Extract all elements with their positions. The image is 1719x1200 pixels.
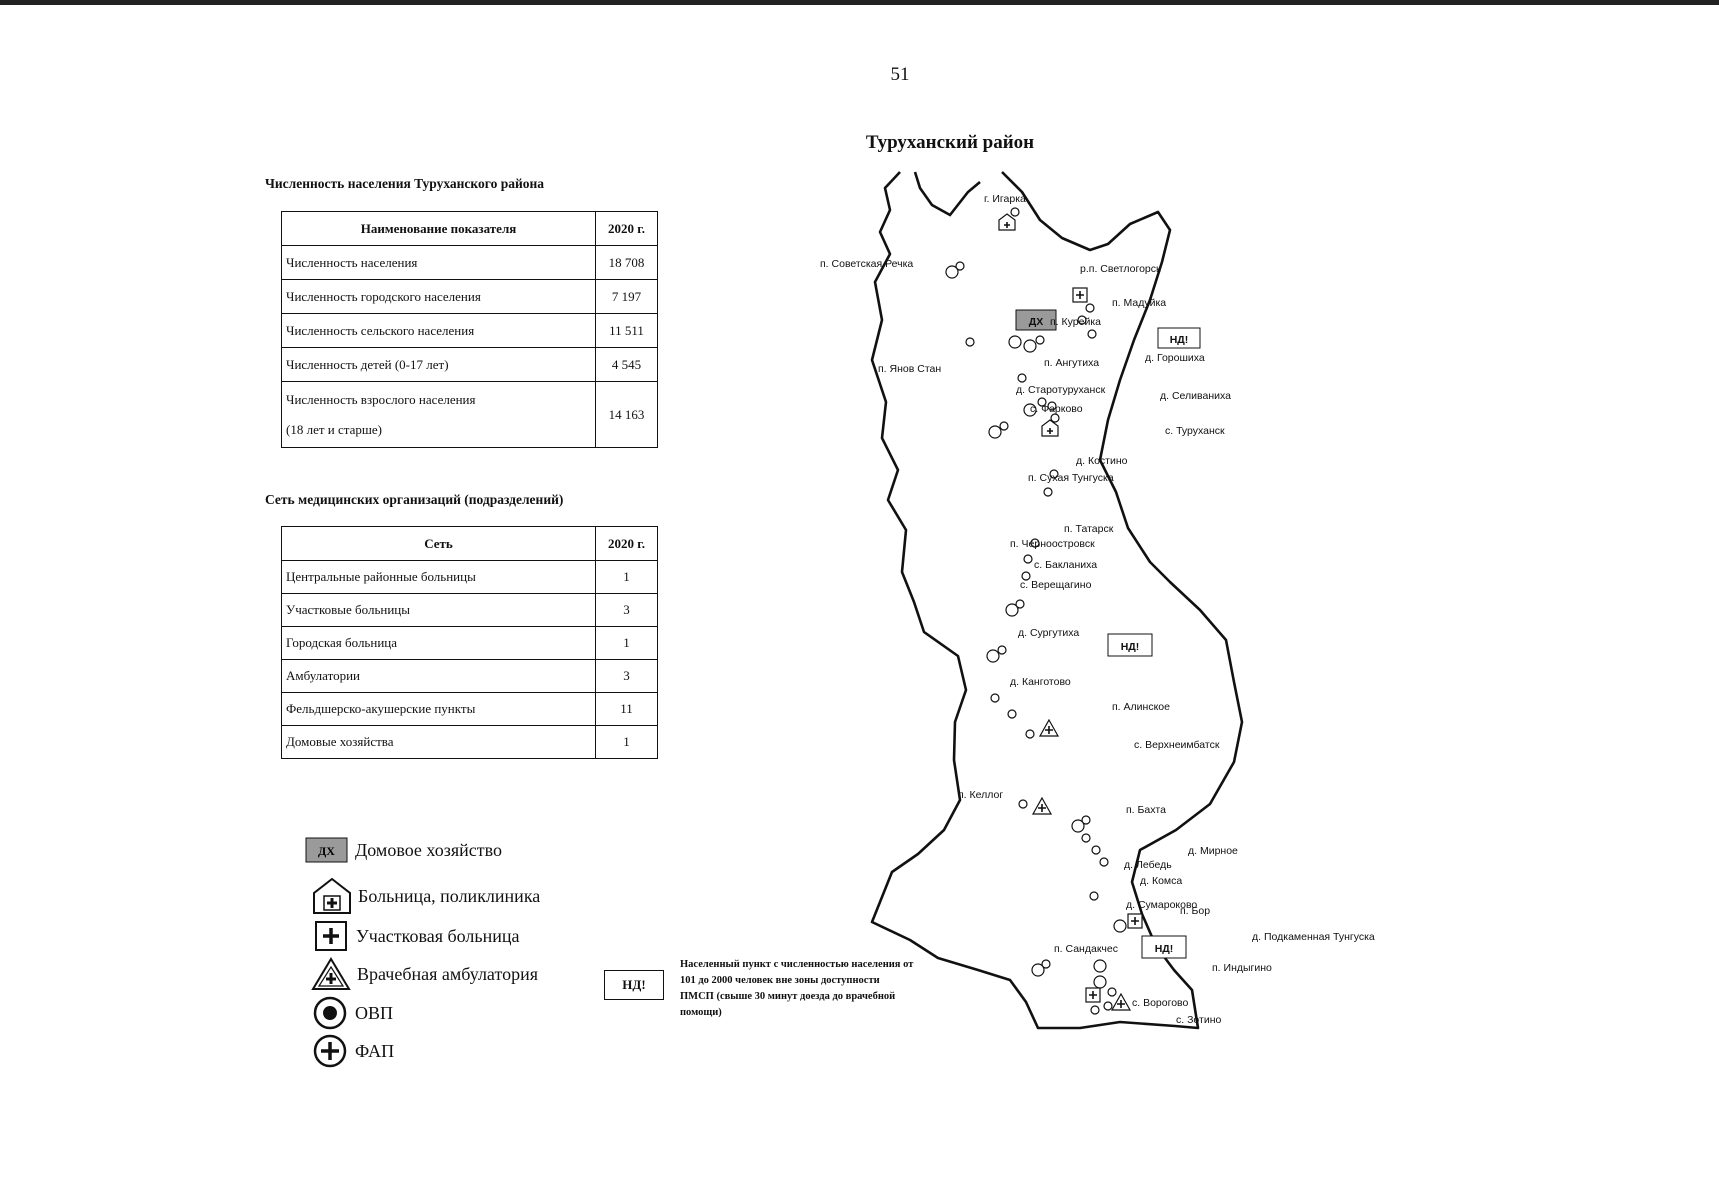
place-label: д. Мирное bbox=[1188, 845, 1238, 857]
place-label: п. Бор bbox=[1180, 905, 1211, 917]
place-labels bbox=[820, 193, 1375, 1026]
row-label: Численность населения bbox=[282, 246, 596, 280]
place-label: с. Бакланиха bbox=[1034, 559, 1098, 571]
place-label: с. Туруханск bbox=[1165, 425, 1225, 437]
legend-label: Больница, поликлиника bbox=[358, 885, 541, 906]
place-label: д. Горошиха bbox=[1145, 352, 1205, 364]
place-label: п. Янов Стан bbox=[878, 363, 942, 375]
settlement-dot bbox=[956, 262, 964, 270]
table-row bbox=[282, 594, 658, 627]
nd-tag: НД! bbox=[604, 970, 664, 1000]
row-label: Фельдшерско-акушерские пункты bbox=[282, 693, 596, 726]
legend-district-hospital bbox=[314, 920, 520, 952]
population-table-title: Численность населения Туруханского района bbox=[265, 176, 545, 191]
place-label: с. Зотино bbox=[1176, 1014, 1222, 1026]
fap-marker bbox=[987, 650, 999, 662]
place-label: п. Алинское bbox=[1112, 701, 1170, 713]
row-label: Численность сельского населения bbox=[282, 314, 596, 348]
settlement-dot bbox=[1042, 960, 1050, 968]
table-row bbox=[282, 627, 658, 660]
settlement-dot bbox=[1044, 488, 1052, 496]
row-value: 18 708 bbox=[596, 246, 658, 280]
settlement-dot bbox=[1024, 555, 1032, 563]
place-label: п. Сухая Тунгуска bbox=[1028, 472, 1114, 484]
nd-tag-map bbox=[1158, 328, 1200, 348]
district-map bbox=[790, 170, 1440, 1050]
row-value: 3 bbox=[596, 660, 658, 693]
settlement-dot bbox=[1086, 304, 1094, 312]
place-label: д. Комса bbox=[1140, 875, 1183, 887]
place-label: д. Канготово bbox=[1010, 676, 1071, 688]
place-label: с. Верещагино bbox=[1020, 579, 1092, 591]
fap-marker bbox=[1094, 960, 1106, 972]
page-number: 51 bbox=[890, 64, 910, 85]
district-hospital-symbol bbox=[1128, 914, 1142, 928]
place-label: п. Индыгино bbox=[1212, 962, 1272, 974]
legend-ambulatory bbox=[311, 957, 538, 991]
settlement-dot bbox=[1018, 374, 1026, 382]
row-label: Домовые хозяйства bbox=[282, 726, 596, 759]
place-label: п. Сандакчес bbox=[1054, 943, 1118, 955]
row-value: 7 197 bbox=[596, 280, 658, 314]
place-label: д. Селиваниха bbox=[1160, 390, 1231, 402]
row-value: 14 163 bbox=[596, 382, 658, 448]
place-label: г. Игарка bbox=[984, 193, 1026, 205]
settlement-dot bbox=[1100, 858, 1108, 866]
place-label: п. Келлог bbox=[958, 789, 1004, 801]
legend-hospital bbox=[312, 877, 540, 915]
place-label: д. Подкаменная Тунгуска bbox=[1252, 931, 1375, 943]
table-header-row bbox=[282, 527, 658, 561]
legend-fap bbox=[313, 1034, 394, 1068]
place-label: п. Бахта bbox=[1126, 804, 1166, 816]
settlement-dot bbox=[1108, 988, 1116, 996]
place-label: д. Лебедь bbox=[1124, 859, 1172, 871]
ambulatory-symbol bbox=[1033, 798, 1051, 814]
row-label: Амбулатории bbox=[282, 660, 596, 693]
ambulatory-symbol bbox=[1112, 994, 1130, 1010]
settlement-dot bbox=[1090, 892, 1098, 900]
nd-note: Населенный пункт с численностью населения от 101 до 2000 человек вне зоны доступности ПМСП (свыше 30 минут доезда до врачебной помощи) bbox=[680, 959, 914, 1018]
ambulatory-icon bbox=[311, 957, 351, 991]
row-value: 1 bbox=[596, 726, 658, 759]
legend-label: Врачебная амбулатория bbox=[357, 963, 538, 984]
place-label: д. Сумароково bbox=[1126, 899, 1198, 911]
table-row bbox=[282, 382, 658, 448]
column-header: Наименование показателя bbox=[282, 212, 596, 246]
row-label bbox=[282, 382, 596, 448]
population-table bbox=[281, 211, 658, 448]
column-header: 2020 г. bbox=[596, 212, 658, 246]
settlement-dot bbox=[1008, 710, 1016, 718]
row-value: 1 bbox=[596, 627, 658, 660]
hospital-icon bbox=[312, 877, 352, 915]
legend-household bbox=[305, 836, 502, 864]
column-header: 2020 г. bbox=[596, 527, 658, 561]
network-table-title: Сеть медицинских организаций (подразделений) bbox=[265, 492, 564, 507]
nd-tag-map bbox=[1108, 634, 1152, 656]
facility-symbols bbox=[999, 214, 1142, 1010]
ovp-icon bbox=[313, 996, 349, 1030]
row-label: Центральные районные больницы bbox=[282, 561, 596, 594]
table-row bbox=[282, 348, 658, 382]
district-hospital-symbol bbox=[1073, 288, 1087, 302]
table-row bbox=[282, 693, 658, 726]
household-tag: ДХ bbox=[318, 844, 335, 858]
place-label: р.п. Светлогорск bbox=[1080, 263, 1161, 275]
place-label: с. Верхнеимбатск bbox=[1134, 739, 1220, 751]
place-label: п. Черноостровск bbox=[1010, 538, 1095, 550]
place-label: п. Курейка bbox=[1050, 316, 1101, 328]
fap-marker bbox=[1024, 340, 1036, 352]
place-label: п. Татарск bbox=[1064, 523, 1114, 535]
row-label: Городская больница bbox=[282, 627, 596, 660]
settlement-dot bbox=[1104, 1002, 1112, 1010]
table-row bbox=[282, 561, 658, 594]
ambulatory-symbol bbox=[1040, 720, 1058, 736]
legend-label: ФАП bbox=[355, 1040, 395, 1061]
row-label: Численность городского населения bbox=[282, 280, 596, 314]
settlement-dot bbox=[1016, 600, 1024, 608]
table-row bbox=[282, 246, 658, 280]
district-hospital-icon bbox=[314, 920, 350, 952]
table-row bbox=[282, 660, 658, 693]
settlement-dot bbox=[1011, 208, 1019, 216]
table-row bbox=[282, 314, 658, 348]
row-label: Численность детей (0-17 лет) bbox=[282, 348, 596, 382]
household-icon bbox=[305, 836, 349, 864]
nd-tag-map bbox=[1142, 936, 1186, 958]
row-value: 11 511 bbox=[596, 314, 658, 348]
settlement-dot bbox=[1026, 730, 1034, 738]
settlement-dot bbox=[998, 646, 1006, 654]
legend-label: Домовое хозяйство bbox=[355, 839, 502, 860]
place-label: с. Ворогово bbox=[1132, 997, 1189, 1009]
column-header: Сеть bbox=[282, 527, 596, 561]
place-label: п. Мадуйка bbox=[1112, 297, 1167, 309]
row-value: 4 545 bbox=[596, 348, 658, 382]
row-label-line: (18 лет и старше) bbox=[286, 421, 382, 437]
legend-ovp bbox=[313, 996, 393, 1030]
settlement-dot bbox=[1092, 846, 1100, 854]
settlement-dot bbox=[1091, 1006, 1099, 1014]
settlement-dot bbox=[1088, 330, 1096, 338]
place-label: п. Ангутиха bbox=[1044, 357, 1100, 369]
table-row bbox=[282, 280, 658, 314]
household-tag-text: ДХ bbox=[1028, 316, 1044, 328]
map-title: Туруханский район bbox=[865, 132, 1035, 153]
hospital-symbol bbox=[999, 214, 1015, 230]
settlement-dot bbox=[1082, 834, 1090, 842]
legend-label: ОВП bbox=[355, 1002, 394, 1023]
row-label: Участковые больницы bbox=[282, 594, 596, 627]
district-hospital-symbol bbox=[1086, 988, 1100, 1002]
place-label: д. Костино bbox=[1076, 455, 1128, 467]
settlement-dot bbox=[1019, 800, 1027, 808]
district-boundary-segment bbox=[915, 172, 980, 215]
settlement-dot bbox=[1000, 422, 1008, 430]
table-row bbox=[282, 726, 658, 759]
place-label: п. Советская Речка bbox=[820, 258, 914, 270]
row-value: 1 bbox=[596, 561, 658, 594]
legend-label: Участковая больница bbox=[356, 925, 520, 946]
place-label: с. Фарково bbox=[1030, 403, 1083, 415]
row-value: 3 bbox=[596, 594, 658, 627]
network-table bbox=[281, 526, 658, 759]
settlement-dot bbox=[966, 338, 974, 346]
page-top-edge bbox=[0, 0, 1719, 5]
nd-tag-text: НД! bbox=[1120, 641, 1140, 653]
row-label-line: Численность взрослого населения bbox=[286, 391, 476, 407]
fap-marker bbox=[989, 426, 1001, 438]
fap-marker bbox=[1114, 920, 1126, 932]
fap-marker bbox=[1094, 976, 1106, 988]
place-label: д. Старотуруханск bbox=[1016, 384, 1106, 396]
settlement-dot bbox=[1036, 336, 1044, 344]
settlement-dot bbox=[1051, 414, 1059, 422]
row-value: 11 bbox=[596, 693, 658, 726]
fap-marker bbox=[1009, 336, 1021, 348]
nd-tag-text: НД! bbox=[1169, 334, 1189, 346]
settlement-dot bbox=[991, 694, 999, 702]
fap-icon bbox=[313, 1034, 349, 1068]
nd-tag-text: НД! bbox=[1154, 943, 1174, 955]
settlement-dot bbox=[1082, 816, 1090, 824]
place-label: д. Сургутиха bbox=[1018, 627, 1080, 639]
table-header-row bbox=[282, 212, 658, 246]
